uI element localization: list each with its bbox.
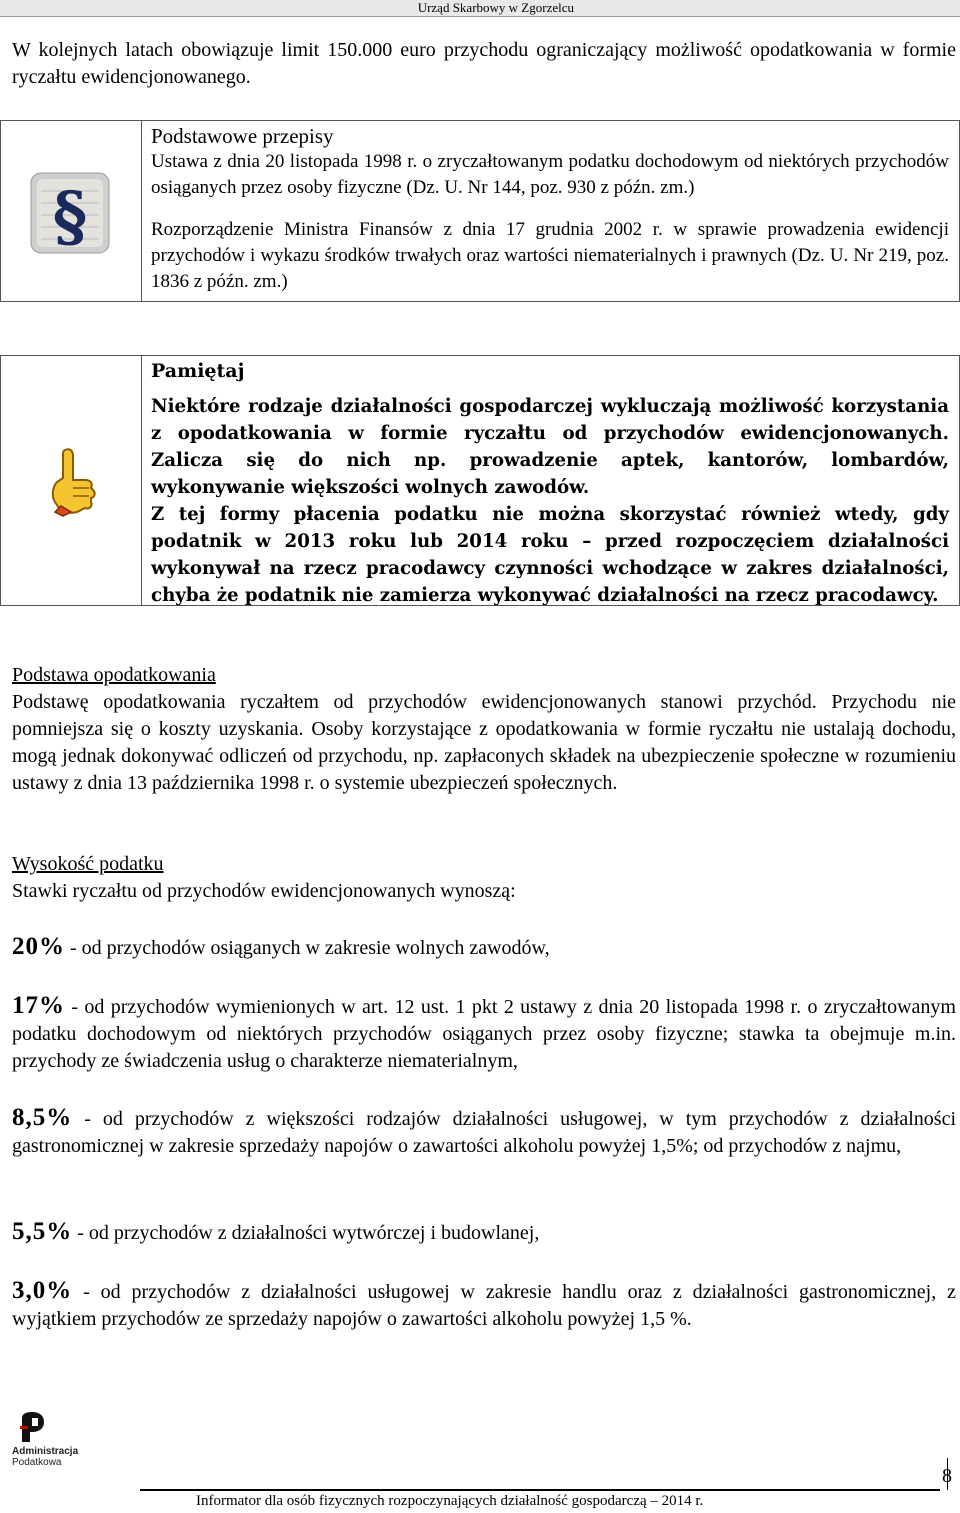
laws-body (151, 123, 949, 295)
remember-p1: Niektóre rodzaje działalności gospodarczej wykluczają możliwość korzystania z opodatkowania w formie ryczałtu od przychodów ewidencjonowanych. Zalicza się do nich np. prowadzenie aptek, kantorów, lombardów, wykonywanie większości wolnych zawodów. (151, 396, 949, 498)
rate-item: 3,0% - od przychodów z działalności usługowej w zakresie handlu oraz z działalności gastronomicznej, z wyjątkiem przychodów ze sprzedaży napojów o zawartości alkoholu powyżej 1,5 %. (12, 1277, 956, 1330)
pointing-finger-icon (41, 446, 101, 518)
logo-mark-icon (18, 1412, 46, 1444)
logo-line-2: Podatkowa (12, 1457, 62, 1468)
remember-box (0, 355, 960, 606)
page-number: 8 (942, 1465, 952, 1487)
laws-box (0, 120, 960, 302)
rates-intro: Stawki ryczałtu od przychodów ewidencjonowanych wynoszą: (12, 880, 516, 902)
basis-text: Podstawę opodatkowania ryczałtem od przychodów ewidencjonowanych stanowi przychód. Przychodu nie pomniejsza się o koszty uzyskania. Osoby korzystające z opodatkowania w formie ryczałtu nie ustalają dochodu, mogą jednak dokonywać odliczeń od przychodu, np. zapłaconych składek na ubezpieczenie społeczne w rozumieniu ustawy z dnia 13 października 1998 r. o systemie ubezpieczeń społecznych. (12, 691, 956, 794)
rate-value: 8,5% (12, 1104, 73, 1131)
remember-body (151, 358, 949, 609)
paragraph-sign-icon (29, 171, 111, 255)
rates-heading: Wysokość podatku (12, 853, 164, 875)
header-title: Urząd Skarbowy w Zgorzelcu (417, 0, 574, 15)
rate-value: 20% (12, 933, 65, 960)
rate-value: 17% (12, 992, 65, 1019)
rate-value: 5,5% (12, 1218, 73, 1245)
footer-text: Informator dla osób fizycznych rozpoczynających działalność gospodarczą – 2014 r. (196, 1493, 704, 1509)
svg-text:§: § (52, 177, 88, 255)
logo-line-1: Administracja (12, 1446, 79, 1457)
rate-item: 8,5% - od przychodów z większości rodzajów działalności usługowej, w tym przychodów z działalności gastronomicznej w zakresie sprzedaży napojów o zawartości alkoholu powyżej 1,5%; od przychodów z najmu, (12, 1104, 956, 1157)
rate-value: 3,0% (12, 1277, 73, 1304)
laws-icon-cell (1, 121, 142, 301)
remember-icon-cell (1, 356, 142, 605)
rate-item: 20% - od przychodów osiąganych w zakresie wolnych zawodów, (12, 933, 550, 960)
law-1: Ustawa z dnia 20 listopada 1998 r. o zryczałtowanym podatku dochodowym od niektórych przychodów osiąganych przez osoby fizyczne (Dz. U. Nr 144, poz. 930 z późn. zm.) (151, 151, 949, 198)
remember-title: Pamiętaj (151, 360, 245, 382)
laws-title: Podstawowe przepisy (151, 124, 334, 148)
page-header (0, 0, 960, 17)
intro-paragraph: W kolejnych latach obowiązuje limit 150.000 euro przychodu ograniczający możliwość opodatkowania w formie ryczałtu ewidencjonowanego. (12, 39, 956, 88)
rate-item: 17% - od przychodów wymienionych w art. 12 ust. 1 pkt 2 ustawy z dnia 20 listopada 1998 r. o zryczałtowanym podatku dochodowym od niektórych przychodów osiąganych przez osoby fizyczne; stawka ta obejmuje m.in. przychody ze świadczenia usług o charakterze niematerialnym, (12, 992, 956, 1072)
tax-administration-logo (12, 1412, 84, 1470)
remember-p2: Z tej formy płacenia podatku nie można skorzystać również wtedy, gdy podatnik w 2013 roku lub 2014 roku – przed rozpoczęciem działalności wykonywał na rzecz pracodawcy czynności wchodzące w zakres działalności, chyba że podatnik nie zamierza wykonywać działalności na rzecz pracodawcy. (151, 504, 949, 606)
rate-item: 5,5% - od przychodów z działalności wytwórczej i budowlanej, (12, 1218, 540, 1245)
law-2: Rozporządzenie Ministra Finansów z dnia 17 grudnia 2002 r. w sprawie prowadzenia ewidencji przychodów i wykazu środków trwałych oraz wartości niematerialnych i prawnych (Dz. U. Nr 219, poz. 1836 z późn. zm.) (151, 219, 949, 292)
basis-heading: Podstawa opodatkowania (12, 664, 216, 686)
